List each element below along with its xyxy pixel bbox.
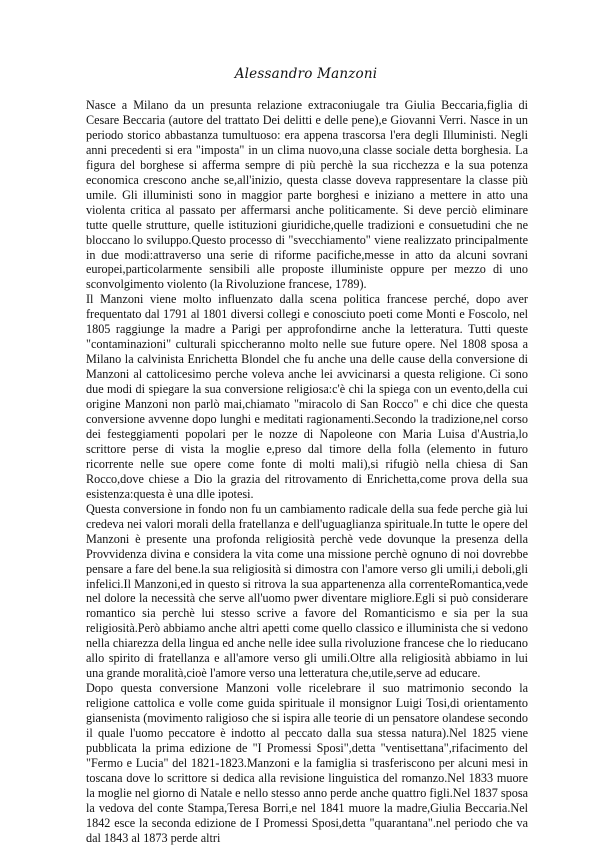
paragraph: Dopo questa conversione Manzoni volle ricelebrare il suo matrimonio secondo la religione cattolica e volle come guida spirituale il monsignor Luigi Tosi,di orientamento giansenista (movimento raligioso che si ispira alle teorie di un pensatore olandese secondo il quale l'uomo peccatore è indotto al peccato dalla sua stessa natura).Nel 1825 viene pubblicata la prima edizione de "I Promessi Sposi",detta "ventisettana",rifacimento del "Fermo e Lucia" del 1821-1823.Manzoni e la famiglia si trasferiscono per alcuni mesi in toscana dove lo scrittore si dedica alla revisione linguistica del romanzo.Nel 1833 muore la moglie nel giorno di Natale e nello stesso anno perde anche quattro figli.Nel 1837 sposa la vedova del conte Stampa,Teresa Borri,e nel 1841 muore la madre,Giulia Beccaria.Nel 1842 esce la seconda edizione de I Promessi Sposi,detta "quarantana".nel periodo che va dal 1843 al 1873 perde altri [86, 681, 528, 845]
document-title: Alessandro Manzoni [234, 66, 378, 82]
paragraph: Questa conversione in fondo non fu un cambiamento radicale della sua fede perche già lui credeva nei valori morali della fratellanza e dell'uguaglianza spirituale.In tutte le opere del Manzoni è presente una profonda religiosità perchè vede dovunque la presenza della Provvidenza divina e considera la vita come una missione perchè ognuno di noi dovrebbe pensare a fare del bene.la sua religiosità si dimostra con l'amore verso gli umili,i deboli,gli infelici.Il Manzoni,ed in questo si ritrova la sua appartenenza alla correnteRomantica,vede nel dolore la necessità che serve all'uomo pwer diventare migliore.Egli si può considerare romantico sia perchè lui stesso scrive a favore del Romanticismo e sia per la sua religiosità.Però abbiamo anche altri apetti come quello classico e illuminista che si vedono nella chiarezza della lingua ed anche nelle idee sulla rivoluzione francese che lo rieducano allo spirito di fratellanza e all'amore verso gli umili.Oltre alla religiosità abbiamo in lui una grande moralità,cioè l'amore verso una letteratura che,utile,serve ad educare. [86, 501, 528, 681]
paragraph: Il Manzoni viene molto influenzato dalla scena politica francese perché, dopo aver frequentato dal 1791 al 1801 diversi collegi e conosciuto poeti come Monti e Foscolo, nel 1805 raggiunge la madre a Parigi per approfondirne anche la letteratura. Tutti queste "contaminazioni" culturali spiccheranno molto nelle sue future opere. Nel 1808 sposa a Milano la calvinista Enrichetta Blondel che fu anche una delle cause della conversione di Manzoni al cattolicesimo perche voleva anche lei avvicinarsi a questa religione. Ci sono due modi di spiegare la sua conversione religiosa:c'è chi la spiega con un evento,della cui origine Manzoni non parlò mai,chiamato "miracolo di San Rocco" e chi dice che questa conversione avvenne dopo lunghi e meditati ragionamenti.Secondo la tradizione,nel corso dei festeggiamenti popolari per le nozze di Napoleone con Maria Luisa d'Austria,lo scrittore perse di vista la moglie e,preso dal timore della folla (elemento in futuro ricorrente nelle sue opere come fonte di molti mali),si rifugiò nella chiesa di San Rocco,dove chiese a Dio la grazia del ritrovamento di Enrichetta,come prova della sua esistenza:questa è una dlle ipotesi. [86, 292, 528, 501]
paragraph: Nasce a Milano da un presunta relazione extraconiugale tra Giulia Beccaria,figlia di Cesare Beccaria (autore del trattato Dei delitti e delle pene),e Giovanni Verri. Nasce in un periodo storico abbastanza tumultuoso: era appena trascorsa l'era degli Illuministi. Negli anni precedenti si era "imposta" in un clima nuovo,una classe sociale detta borghesia. La figura del borghese si afferma sempre di più perchè la sua ricchezza e la sua potenza economica crescono anche se,all'inizio, questa classe doveva rappresentare la classe più umile. Gli illuministi sono in maggior parte borghesi e iniziano a mettere in atto una violenta critica al passato per affermarsi anche politicamente. Si deve perciò eliminare tutte quelle strutture, quelle istituzioni giuridiche,quelle tradizioni e consuetudini che ne bloccano lo sviluppo.Questo processo di "svecchiamento" viene realizzato principalmente in due modi:attraverso una serie di riforme pacifiche,messe in atto da alcuni sovrani europei,particolarmente sensibili alle proposte illuministe oppure per mezzo di uno sconvolgimento violento (la Rivoluzione francese, 1789). [86, 98, 528, 292]
document-body [86, 98, 528, 846]
